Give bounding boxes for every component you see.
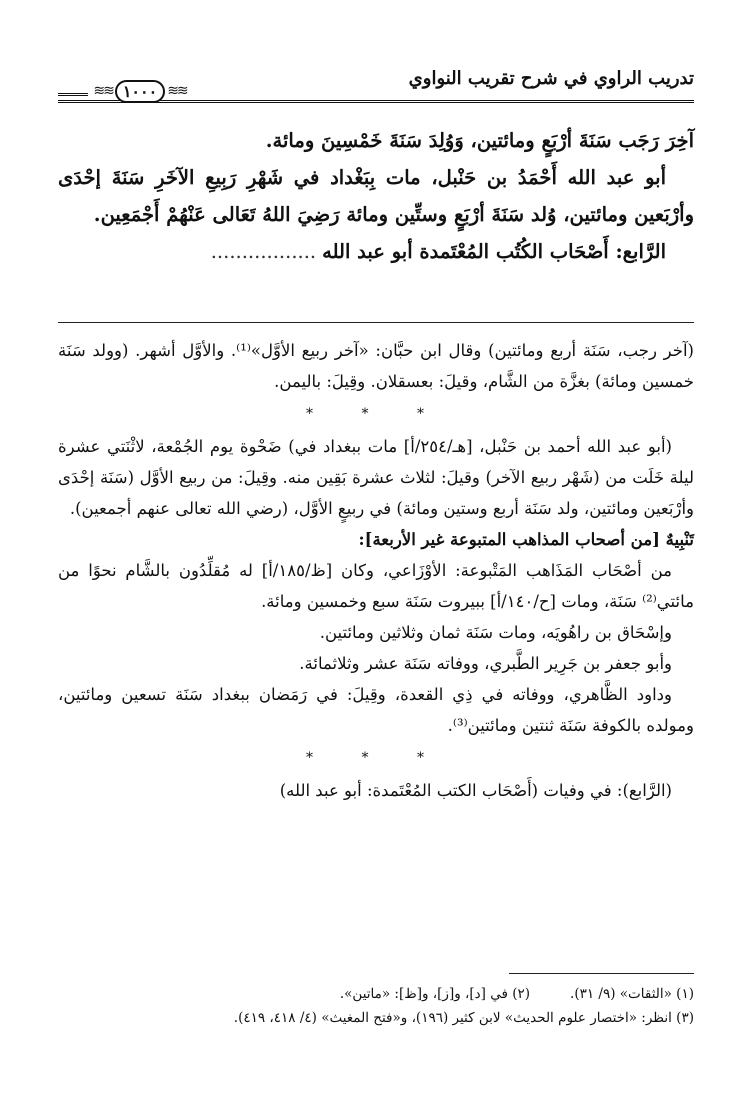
book-page [58, 60, 694, 1090]
section-separator: * * * [306, 750, 446, 766]
text-divider [58, 322, 694, 323]
running-title: تدريب الراوي في شرح تقريب النواوي [408, 68, 694, 89]
commentary-paragraph: وداود الظَّاهري، ووفاته في ذِي القعدة، وقِيلَ: في رَمَضان ببغداد سَنَة تسعين ومائتين، ومولده بالكوفة سَنَة ثنتين ومائتين⁽³⁾. [58, 685, 694, 735]
commentary-paragraph: (آخر رجب، سَنَة أربع ومائتين) وقال ابن حبَّان: «آخر ربيع الأوَّل»⁽¹⁾. والأوَّل أشهر. (وولد سَنَة خمسين ومائة) بغزَّة من الشَّام، وقيلَ: بعسقلان. وقِيلَ: باليمن. [58, 341, 694, 391]
main-text [58, 122, 694, 270]
footnote-1: (١) «الثقات» (٩/ ٣١). [570, 986, 694, 1002]
footnote-row [58, 982, 694, 1006]
section-separator: * * * [306, 406, 446, 422]
commentary-paragraph: (الرَّابع): في وفيات (أَصْحَاب الكتب المُعْتَمدة: أبو عبد الله) [279, 781, 672, 800]
footnote-3: (٣) انظر: «اختصار علوم الحديث» لابن كثير (١٩٦)، و«فتح المغيث» (٤/ ٤١٨، ٤١٩). [233, 1010, 694, 1026]
footnote-rule [509, 973, 694, 974]
page-header [58, 60, 694, 104]
tanbih-heading: تَنْبِيهٌ [من أصحاب المذاهب المتبوعة غير الأربعة]: [358, 530, 694, 549]
footnote-2: (٢) في [د]، و[ز]، و[ظ]: «ماتين». [339, 986, 531, 1002]
page-number: ١٠٠٠ [115, 80, 165, 103]
commentary [58, 335, 694, 806]
commentary-paragraph: من أصْحَاب المَذَاهب المَتْبوعة: الأوْزَاعي، وكان [ظ/١٨٥/أ] له مُقلِّدُون بالشَّام نحوًا من مائتي⁽²⁾ سَنَة، ومات [ح/١٤٠/أ] ببيروت سَنَة سبع وخمسين ومائة. [58, 561, 694, 611]
main-paragraph [58, 233, 694, 270]
main-paragraph: أبو عبد الله أَحْمَدُ بن حَنْبل، مات بِبَغْداد في شَهْرِ رَبِيعِ الآخَرِ سَنَةَ إحْدَى وأرْبَعين ومائتين، وُلد سَنَةَ أرْبَعٍ وستِّين ومائة رَضِيَ اللهُ تَعَالى عَنْهُمْ أَجْمَعِين. [58, 166, 694, 226]
header-rule-left [58, 93, 88, 96]
commentary-paragraph: (أبو عبد الله أحمد بن حَنْبل، [هـ/٢٥٤/أ] مات ببغداد في) ضَحْوة يوم الجُمْعة، لاثْنَتي عشرة ليلة خَلَت من (شَهْر ربيع الآخر) وقيلَ: لثلاث عشرة بَقِين منه. وقِيلَ: من ربيع الأوَّل (سَنَة إحْدَى وأرْبَعين ومائتين، ولد سَنَة أربع وستين ومائة) في ربيعٍ الأوَّل، (رضي الله تعالى عنهم أجمعين). [58, 437, 694, 518]
page-number-badge [90, 78, 190, 104]
ornament-left-icon: ≋≋ [93, 83, 113, 99]
main-line: آخِرَ رَجَب سَنَةَ أرْبَعٍ ومائتين، وَوُلِدَ سَنَةَ خَمْسِينَ ومائة. [265, 129, 694, 152]
ornament-right-icon: ≋≋ [167, 83, 187, 99]
leader-dots: ................. [210, 240, 317, 263]
footnotes [58, 982, 694, 1030]
commentary-paragraph: وإسْحَاق بن راهُويَه، ومات سَنَة ثمان وثلاثين ومائتين. [319, 623, 672, 642]
commentary-paragraph: وأبو جعفر بن جَرِير الطَّبري، ووفاته سَنَة عشر وثلاثمائة. [299, 654, 672, 673]
main-fourth-heading: الرَّابع: أَصْحَاب الكُتُب المُعْتَمدة أبو عبد الله [322, 240, 666, 263]
